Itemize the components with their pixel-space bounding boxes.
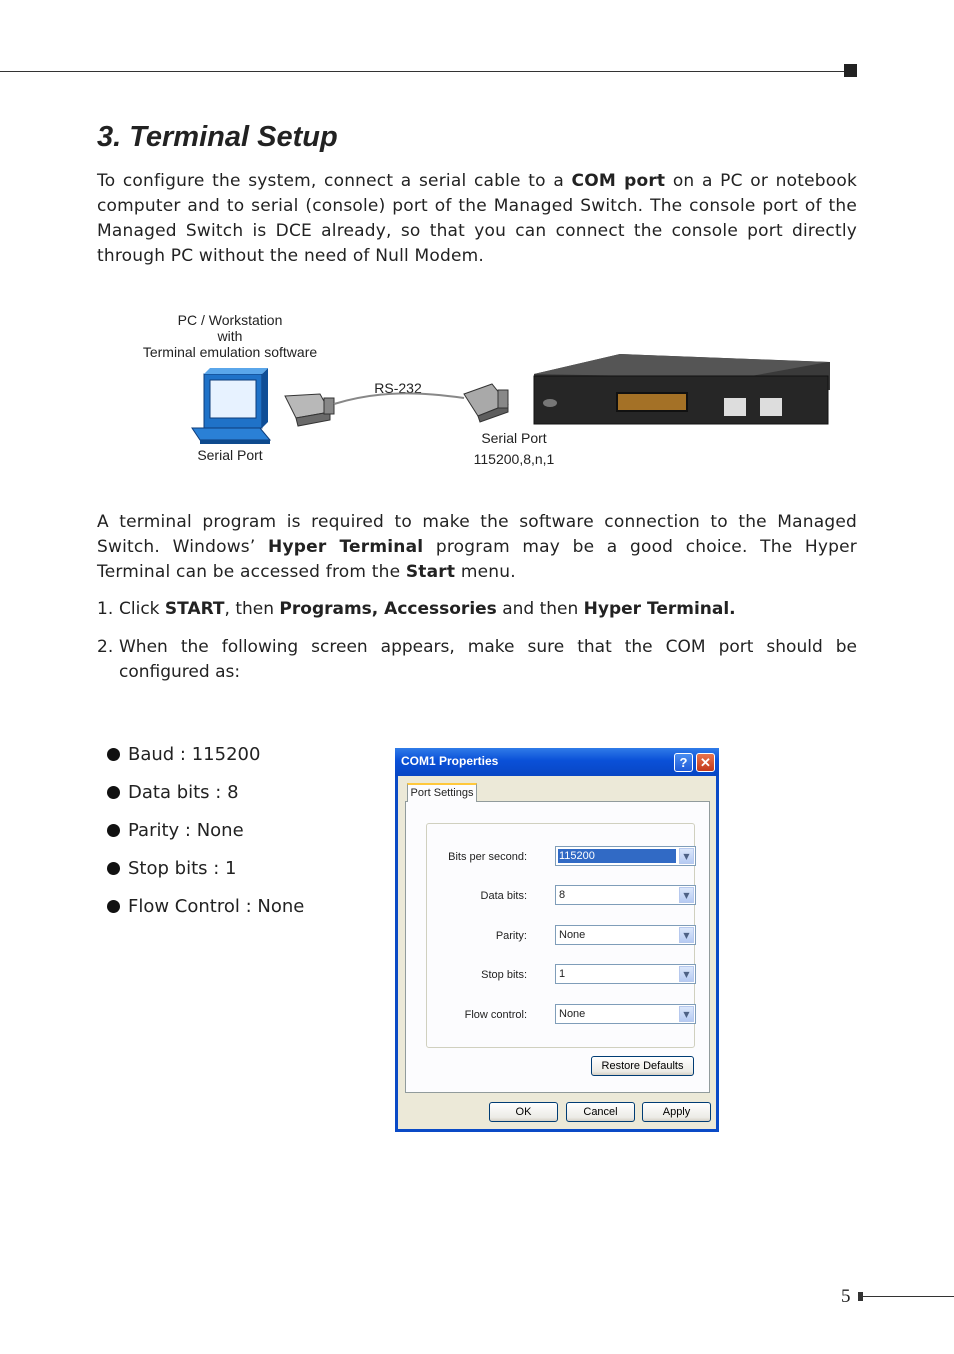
diagram-graphics <box>120 300 840 480</box>
com1-properties-dialog <box>395 748 719 1132</box>
para2-text-1: A terminal program is required to make the software connection to the Managed Switch. Windows’ <box>97 512 857 557</box>
bullet-baud: Baud : 115200 <box>107 742 304 780</box>
pc-caption-line2: with <box>217 328 243 344</box>
step-1-text-2: , then <box>224 599 280 619</box>
dialog-body <box>398 776 716 1129</box>
bits-per-second-select[interactable]: 115200 ▼ <box>555 846 696 866</box>
header-square <box>844 64 857 77</box>
rs232-label: RS-232 <box>374 380 422 396</box>
data-bits-select[interactable]: 8 ▼ <box>555 885 696 905</box>
para2-text-2: program may be a good choice. The Hyper Terminal can be accessed from the <box>97 537 857 582</box>
step-1-text-3: and then <box>496 599 584 619</box>
computer-icon <box>192 368 270 444</box>
db9-connector-left-icon <box>285 394 334 426</box>
section-heading: 3. Terminal Setup <box>97 121 338 153</box>
rs232-cable <box>334 393 464 404</box>
pc-caption-line3: Terminal emulation software <box>142 344 318 360</box>
step-1-bold-programs: Programs, Accessories <box>279 599 497 619</box>
parity-label: Parity: <box>495 930 527 942</box>
chevron-down-icon[interactable]: ▼ <box>679 887 694 903</box>
step-2-text: When the following screen appears, make sure that the COM port should be configured as: <box>119 637 857 682</box>
cancel-button[interactable]: Cancel <box>566 1102 635 1122</box>
step-1-text-1: Click <box>119 599 165 619</box>
close-button[interactable]: ✕ <box>696 753 715 772</box>
footer-rule <box>863 1296 954 1297</box>
dialog-title-bar[interactable] <box>395 748 719 776</box>
com-settings-list <box>107 742 304 932</box>
intro-text-2: on a PC or notebook computer and to serial (console) port of the Managed Switch. The console port of the Managed Switch is DCE already, so that you can connect the console port directly through PC without the need of Null Modem. <box>97 171 857 266</box>
stop-bits-select[interactable]: 1 ▼ <box>555 964 696 984</box>
db9-connector-right-icon <box>464 384 508 422</box>
step-1-bold-hyper-terminal: Hyper Terminal. <box>583 599 736 619</box>
bits-per-second-label: Bits per second: <box>448 851 527 863</box>
managed-switch-icon <box>534 354 830 424</box>
data-bits-label: Data bits: <box>480 890 527 902</box>
step-2-number: 2. <box>97 637 114 657</box>
para2-bold-start: Start <box>405 562 456 582</box>
parity-select[interactable]: None ▼ <box>555 925 696 945</box>
bullet-stop-bits: Stop bits : 1 <box>107 856 304 894</box>
intro-bold-com-port: COM port <box>571 171 666 191</box>
apply-button[interactable]: Apply <box>642 1102 711 1122</box>
chevron-down-icon[interactable]: ▼ <box>679 1006 694 1022</box>
switch-serial-settings-label: 115200,8,n,1 <box>473 451 555 467</box>
ok-button[interactable]: OK <box>489 1102 558 1122</box>
pc-caption-line1: PC / Workstation <box>177 312 283 328</box>
dialog-title: COM1 Properties <box>401 754 499 768</box>
bullet-data-bits: Data bits : 8 <box>107 780 304 818</box>
pc-serial-port-label: Serial Port <box>197 447 263 463</box>
connection-diagram <box>120 300 840 480</box>
stop-bits-label: Stop bits: <box>481 969 527 981</box>
tab-port-settings[interactable]: Port Settings <box>407 783 477 802</box>
para2-bold-hyper-terminal: Hyper Terminal <box>268 537 424 557</box>
settings-group <box>426 823 695 1048</box>
intro-text-1: To configure the system, connect a serial cable to a <box>97 171 572 191</box>
restore-defaults-button[interactable]: Restore Defaults <box>591 1056 694 1076</box>
chevron-down-icon[interactable]: ▼ <box>679 966 694 982</box>
port-settings-panel <box>405 801 710 1093</box>
step-1-bold-start: START <box>164 599 225 619</box>
para2-text-3: menu. <box>455 562 516 582</box>
chevron-down-icon[interactable]: ▼ <box>679 848 694 864</box>
header-rule <box>0 71 845 72</box>
terminal-program-paragraph <box>97 510 857 585</box>
flow-control-label: Flow control: <box>464 1009 527 1021</box>
page-number: 5 <box>841 1286 851 1307</box>
bullet-flow-control: Flow Control : None <box>107 894 304 932</box>
intro-paragraph <box>97 169 857 269</box>
step-2 <box>97 635 857 685</box>
flow-control-select[interactable]: None ▼ <box>555 1004 696 1024</box>
bullet-parity: Parity : None <box>107 818 304 856</box>
switch-serial-port-label: Serial Port <box>481 430 547 446</box>
step-1-number: 1. <box>97 599 114 619</box>
step-1 <box>97 597 857 622</box>
help-button[interactable]: ? <box>674 753 693 772</box>
chevron-down-icon[interactable]: ▼ <box>679 927 694 943</box>
